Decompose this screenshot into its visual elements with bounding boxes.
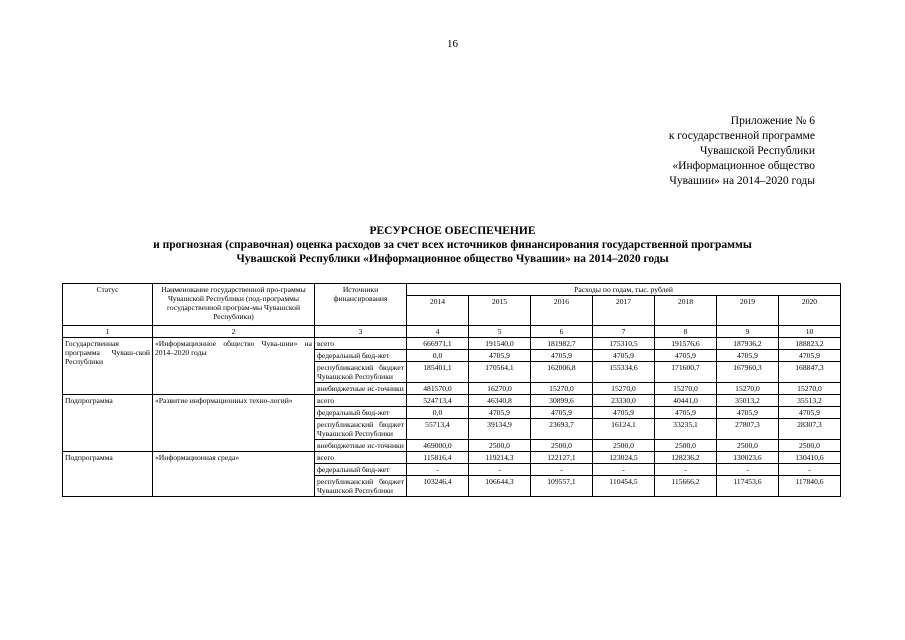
row-value-cell: 185401,1 bbox=[407, 362, 469, 383]
column-number: 6 bbox=[531, 326, 593, 338]
row-value-cell: 2500,0 bbox=[531, 440, 593, 452]
row-value-cell: 15270,0 bbox=[779, 383, 841, 395]
row-value-cell: 122127,1 bbox=[531, 452, 593, 464]
row-value-cell: 106644,3 bbox=[469, 476, 531, 497]
row-value-cell: 171600,7 bbox=[655, 362, 717, 383]
row-value-cell: 15270,0 bbox=[655, 383, 717, 395]
row-funding-source: федеральный бюд-жет bbox=[315, 407, 407, 419]
header-expenses: Расходы по годам, тыс. рублей bbox=[407, 284, 841, 296]
row-value-cell: 35013,2 bbox=[717, 395, 779, 407]
row-value-cell: 35513,2 bbox=[779, 395, 841, 407]
row-value-cell: 55713,4 bbox=[407, 419, 469, 440]
row-value-cell: 2500,0 bbox=[469, 440, 531, 452]
column-number: 9 bbox=[717, 326, 779, 338]
column-number: 1 bbox=[63, 326, 153, 338]
header-year: 2017 bbox=[593, 296, 655, 326]
row-value-cell: 170564,1 bbox=[469, 362, 531, 383]
row-value-cell: 167960,3 bbox=[717, 362, 779, 383]
table-row bbox=[63, 338, 841, 350]
row-value-cell: - bbox=[779, 464, 841, 476]
row-value-cell: 15270,0 bbox=[717, 383, 779, 395]
row-value-cell: 123024,5 bbox=[593, 452, 655, 464]
appendix-line: Чувашии» на 2014–2020 годы bbox=[669, 175, 815, 187]
row-value-cell: 30899,6 bbox=[531, 395, 593, 407]
row-funding-source: федеральный бюд-жет bbox=[315, 350, 407, 362]
row-value-cell: 130410,6 bbox=[779, 452, 841, 464]
appendix-line: «Информационное общество bbox=[672, 160, 815, 172]
header-year: 2018 bbox=[655, 296, 717, 326]
page-number: 16 bbox=[447, 38, 458, 50]
row-value-cell: 4705,9 bbox=[593, 350, 655, 362]
row-value-cell: - bbox=[469, 464, 531, 476]
row-funding-source: всего bbox=[315, 338, 407, 350]
row-value-cell: 28307,3 bbox=[779, 419, 841, 440]
row-value-cell: 191540,0 bbox=[469, 338, 531, 350]
title-line-2: и прогнозная (справочная) оценка расходов за счет всех источников финансирования государственной программы bbox=[153, 239, 752, 251]
row-value-cell: 4705,9 bbox=[655, 350, 717, 362]
row-value-cell: 23693,7 bbox=[531, 419, 593, 440]
column-number: 2 bbox=[153, 326, 315, 338]
row-value-cell: 162006,8 bbox=[531, 362, 593, 383]
row-value-cell: 15270,0 bbox=[593, 383, 655, 395]
row-value-cell: 188823,2 bbox=[779, 338, 841, 350]
row-value-cell: 16270,0 bbox=[469, 383, 531, 395]
row-funding-source: республиканский бюджет Чувашской Республики bbox=[315, 419, 407, 440]
header-year: 2020 bbox=[779, 296, 841, 326]
appendix-line: к государственной программе bbox=[668, 130, 815, 142]
header-year: 2015 bbox=[469, 296, 531, 326]
row-value-cell: 481570,0 bbox=[407, 383, 469, 395]
row-value-cell: 4705,9 bbox=[469, 350, 531, 362]
header-year: 2016 bbox=[531, 296, 593, 326]
row-value-cell: 4705,9 bbox=[717, 407, 779, 419]
row-program-name: «Информационное общество Чува-шии» на 2014–2020 годы bbox=[153, 338, 315, 395]
row-value-cell: 39134,9 bbox=[469, 419, 531, 440]
column-number: 3 bbox=[315, 326, 407, 338]
row-value-cell: 16124,1 bbox=[593, 419, 655, 440]
column-number: 7 bbox=[593, 326, 655, 338]
row-value-cell: 128236,2 bbox=[655, 452, 717, 464]
row-value-cell: 46340,8 bbox=[469, 395, 531, 407]
row-value-cell: 0,0 bbox=[407, 407, 469, 419]
row-status: Государственная программа Чуваш-ской Республики bbox=[63, 338, 153, 395]
row-funding-source: внебюджетные ис-точники bbox=[315, 383, 407, 395]
row-value-cell: - bbox=[593, 464, 655, 476]
row-value-cell: 2500,0 bbox=[779, 440, 841, 452]
row-value-cell: 524713,4 bbox=[407, 395, 469, 407]
column-number-row bbox=[63, 326, 841, 338]
row-value-cell: - bbox=[655, 464, 717, 476]
resource-table bbox=[62, 283, 841, 497]
row-value-cell: 119214,3 bbox=[469, 452, 531, 464]
document-title bbox=[0, 224, 905, 266]
row-value-cell: 469000,0 bbox=[407, 440, 469, 452]
row-funding-source: федеральный бюд-жет bbox=[315, 464, 407, 476]
row-program-name: «Информационная среда» bbox=[153, 452, 315, 497]
row-value-cell: 4705,9 bbox=[779, 407, 841, 419]
row-value-cell: 4705,9 bbox=[531, 350, 593, 362]
row-value-cell: 4705,9 bbox=[717, 350, 779, 362]
row-value-cell: - bbox=[531, 464, 593, 476]
row-value-cell: 109557,1 bbox=[531, 476, 593, 497]
row-funding-source: всего bbox=[315, 452, 407, 464]
row-value-cell: 130023,6 bbox=[717, 452, 779, 464]
row-status: Подпрограмма bbox=[63, 452, 153, 497]
row-status: Подпрограмма bbox=[63, 395, 153, 452]
header-year: 2019 bbox=[717, 296, 779, 326]
row-value-cell: 115666,2 bbox=[655, 476, 717, 497]
row-funding-source: внебюджетные ис-точники bbox=[315, 440, 407, 452]
row-value-cell: 2500,0 bbox=[593, 440, 655, 452]
row-value-cell: 110454,5 bbox=[593, 476, 655, 497]
appendix-line: Приложение № 6 bbox=[730, 115, 815, 127]
row-value-cell: 187936,2 bbox=[717, 338, 779, 350]
appendix-note bbox=[575, 114, 815, 189]
row-value-cell: 191576,6 bbox=[655, 338, 717, 350]
row-value-cell: 115816,4 bbox=[407, 452, 469, 464]
row-value-cell: 15270,0 bbox=[531, 383, 593, 395]
header-name: Наименование государственной про-граммы Чувашской Республики (под-программы государственной програм-мы Чувашской Республики) bbox=[153, 284, 315, 326]
row-value-cell: 4705,9 bbox=[593, 407, 655, 419]
row-value-cell: 4705,9 bbox=[655, 407, 717, 419]
row-value-cell: 117453,6 bbox=[717, 476, 779, 497]
column-number: 8 bbox=[655, 326, 717, 338]
row-value-cell: 2500,0 bbox=[717, 440, 779, 452]
row-value-cell: 175310,5 bbox=[593, 338, 655, 350]
row-value-cell: 155334,6 bbox=[593, 362, 655, 383]
row-value-cell: 168847,3 bbox=[779, 362, 841, 383]
row-value-cell: 4705,9 bbox=[469, 407, 531, 419]
row-value-cell: 4705,9 bbox=[779, 350, 841, 362]
row-value-cell: 40441,0 bbox=[655, 395, 717, 407]
row-value-cell: 2500,0 bbox=[655, 440, 717, 452]
row-value-cell: 117840,6 bbox=[779, 476, 841, 497]
row-value-cell: 27807,3 bbox=[717, 419, 779, 440]
title-line-3: Чувашской Республики «Информационное общество Чувашии» на 2014–2020 годы bbox=[236, 253, 669, 265]
column-number: 4 bbox=[407, 326, 469, 338]
column-number: 10 bbox=[779, 326, 841, 338]
row-value-cell: - bbox=[717, 464, 779, 476]
title-line-1: РЕСУРСНОЕ ОБЕСПЕЧЕНИЕ bbox=[369, 225, 536, 237]
header-source: Источники финансирования bbox=[315, 284, 407, 326]
resource-table-body bbox=[63, 284, 841, 497]
row-funding-source: республиканский бюджет Чувашской Республики bbox=[315, 362, 407, 383]
row-value-cell: 103246,4 bbox=[407, 476, 469, 497]
header-row bbox=[63, 284, 841, 296]
row-value-cell: - bbox=[407, 464, 469, 476]
header-year: 2014 bbox=[407, 296, 469, 326]
row-value-cell: 4705,9 bbox=[531, 407, 593, 419]
header-status: Статус bbox=[63, 284, 153, 326]
row-value-cell: 33235,1 bbox=[655, 419, 717, 440]
appendix-line: Чувашской Республики bbox=[699, 145, 815, 157]
row-funding-source: всего bbox=[315, 395, 407, 407]
row-value-cell: 0,0 bbox=[407, 350, 469, 362]
row-value-cell: 181982,7 bbox=[531, 338, 593, 350]
row-value-cell: 23330,0 bbox=[593, 395, 655, 407]
table-row bbox=[63, 395, 841, 407]
table-row bbox=[63, 452, 841, 464]
column-number: 5 bbox=[469, 326, 531, 338]
row-program-name: «Развитие информационных техно-логий» bbox=[153, 395, 315, 452]
row-value-cell: 666971,1 bbox=[407, 338, 469, 350]
row-funding-source: республиканский бюджет Чувашской Республики bbox=[315, 476, 407, 497]
